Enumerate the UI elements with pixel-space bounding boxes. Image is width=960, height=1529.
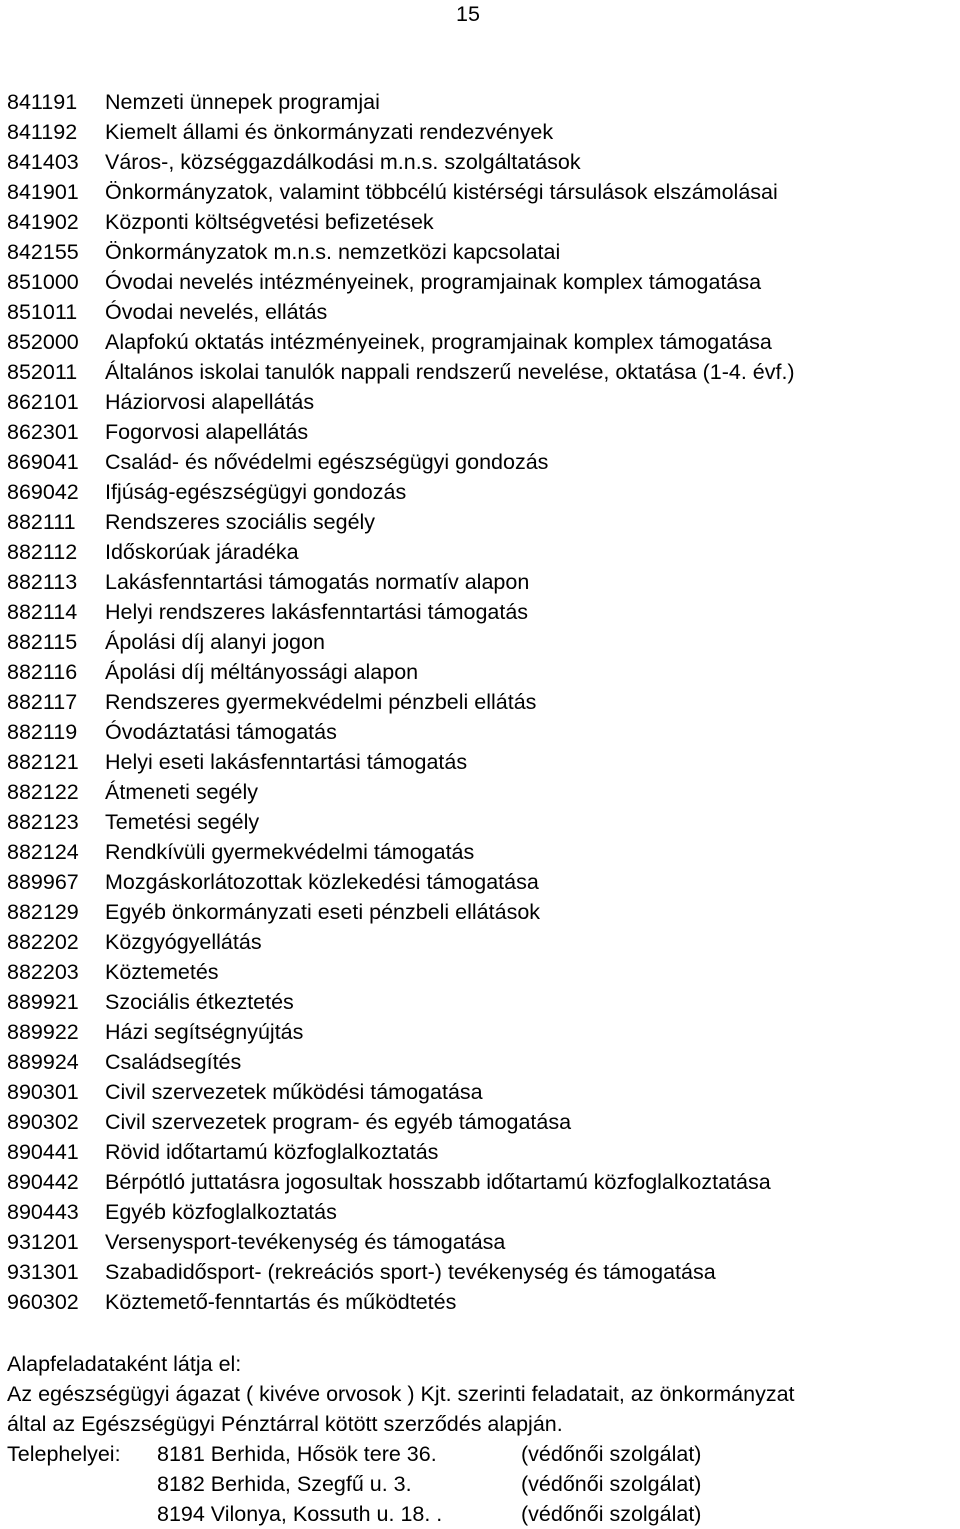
list-item: [7, 1077, 795, 1107]
list-item: [7, 507, 795, 537]
activity-code: 882119: [7, 720, 78, 744]
activity-code: 841902: [7, 210, 79, 234]
activity-description: Központi költségvetési befizetések: [105, 210, 434, 234]
activity-code: 890301: [7, 1080, 79, 1104]
list-item: [7, 1257, 795, 1287]
activity-description: Bérpótló juttatásra jogosultak hosszabb időtartamú közfoglalkoztatása: [105, 1170, 771, 1194]
footer-text-line-1: Az egészségügyi ágazat ( kivéve orvosok ) Kjt. szerinti feladatait, az önkormányzat: [7, 1382, 795, 1406]
footer-text-line-2: által az Egészségügyi Pénztárral kötött szerződés alapján.: [7, 1412, 563, 1436]
page-number: 15: [456, 2, 480, 26]
sites-label: Telephelyei:: [7, 1442, 121, 1466]
list-item: [7, 1047, 795, 1077]
activity-code: 882124: [7, 840, 79, 864]
activity-description: Fogorvosi alapellátás: [105, 420, 309, 444]
activity-code: 890302: [7, 1110, 79, 1134]
list-item: [7, 597, 795, 627]
activity-description: Köztemetés: [105, 960, 219, 984]
activity-code: 882114: [7, 600, 78, 624]
activity-code: 841403: [7, 150, 79, 174]
activity-code: 890441: [7, 1140, 79, 1164]
site-address: 8194 Vilonya, Kossuth u. 18. .: [157, 1502, 443, 1526]
list-item: [7, 1137, 795, 1167]
list-item: [7, 387, 795, 417]
activity-code: 889924: [7, 1050, 79, 1074]
site-row: [7, 1439, 957, 1469]
activity-description: Köztemető-fenntartás és működtetés: [105, 1290, 457, 1314]
activity-description: Háziorvosi alapellátás: [105, 390, 315, 414]
activity-code: 841191: [7, 90, 78, 114]
list-item: [7, 807, 795, 837]
site-note: (védőnői szolgálat): [521, 1472, 702, 1496]
activity-description: Ifjúság-egészségügyi gondozás: [105, 480, 407, 504]
list-item: [7, 567, 795, 597]
list-item: [7, 207, 795, 237]
activity-description: Város-, községgazdálkodási m.n.s. szolgáltatások: [105, 150, 581, 174]
activity-description: Önkormányzatok m.n.s. nemzetközi kapcsolatai: [105, 240, 561, 264]
activity-description: Civil szervezetek program- és egyéb támogatása: [105, 1110, 572, 1134]
activity-description: Szabadidősport- (rekreációs sport-) tevékenység és támogatása: [105, 1260, 716, 1284]
activity-code: 882112: [7, 540, 78, 564]
site-row: [7, 1499, 957, 1529]
activity-description: Általános iskolai tanulók nappali rendszerű nevelése, oktatása (1-4. évf.): [105, 360, 795, 384]
list-item: [7, 87, 795, 117]
activity-description: Házi segítségnyújtás: [105, 1020, 304, 1044]
activity-code: 862101: [7, 390, 79, 414]
footer-heading: Alapfeladataként látja el:: [7, 1352, 242, 1376]
activity-description: Rendkívüli gyermekvédelmi támogatás: [105, 840, 475, 864]
list-item: [7, 717, 795, 747]
activity-code: 841192: [7, 120, 78, 144]
activity-code: 852011: [7, 360, 78, 384]
list-item: [7, 357, 795, 387]
activity-code: 882115: [7, 630, 78, 654]
activity-code: 889922: [7, 1020, 79, 1044]
activity-description: Alapfokú oktatás intézményeinek, programjainak komplex támogatása: [105, 330, 772, 354]
activity-code: 841901: [7, 180, 79, 204]
activity-code: 889921: [7, 990, 79, 1014]
activity-code: 852000: [7, 330, 79, 354]
activity-code: 869041: [7, 450, 79, 474]
footer-section: [7, 1349, 957, 1529]
activity-description: Temetési segély: [105, 810, 260, 834]
list-item: [7, 1167, 795, 1197]
activity-code: 882203: [7, 960, 79, 984]
activity-description: Kiemelt állami és önkormányzati rendezvények: [105, 120, 554, 144]
activity-code: 882113: [7, 570, 78, 594]
activity-code: 960302: [7, 1290, 79, 1314]
activity-description: Óvodai nevelés intézményeinek, programjainak komplex támogatása: [105, 270, 762, 294]
activity-code: 869042: [7, 480, 79, 504]
activity-description: Ápolási díj méltányossági alapon: [105, 660, 419, 684]
activity-code: 882111: [7, 510, 76, 534]
list-item: [7, 267, 795, 297]
activity-description: Versenysport-tevékenység és támogatása: [105, 1230, 506, 1254]
list-item: [7, 537, 795, 567]
list-item: [7, 837, 795, 867]
activity-description: Helyi eseti lakásfenntartási támogatás: [105, 750, 468, 774]
list-item: [7, 417, 795, 447]
activity-description: Civil szervezetek működési támogatása: [105, 1080, 483, 1104]
activity-description: Család- és nővédelmi egészségügyi gondozás: [105, 450, 549, 474]
list-item: [7, 237, 795, 267]
activity-code: 882122: [7, 780, 79, 804]
site-note: (védőnői szolgálat): [521, 1442, 702, 1466]
list-item: [7, 327, 795, 357]
activity-description: Szociális étkeztetés: [105, 990, 294, 1014]
activity-code: 851000: [7, 270, 79, 294]
site-note: (védőnői szolgálat): [521, 1502, 702, 1526]
list-item: [7, 1107, 795, 1137]
list-item: [7, 927, 795, 957]
list-item: [7, 1017, 795, 1047]
activity-code: 862301: [7, 420, 79, 444]
activity-code: 882116: [7, 660, 78, 684]
activity-description: Időskorúak járadéka: [105, 540, 299, 564]
list-item: [7, 297, 795, 327]
activity-code: 851011: [7, 300, 78, 324]
activity-code: 882202: [7, 930, 79, 954]
activity-description: Óvodáztatási támogatás: [105, 720, 337, 744]
activity-description: Egyéb közfoglalkoztatás: [105, 1200, 337, 1224]
site-row: [7, 1469, 957, 1499]
activity-code: 890442: [7, 1170, 79, 1194]
activity-code: 842155: [7, 240, 79, 264]
list-item: [7, 147, 795, 177]
activity-description: Ápolási díj alanyi jogon: [105, 630, 325, 654]
activity-description: Egyéb önkormányzati eseti pénzbeli ellátások: [105, 900, 541, 924]
activity-code: 882117: [7, 690, 78, 714]
list-item: [7, 117, 795, 147]
activity-description: Lakásfenntartási támogatás normatív alapon: [105, 570, 530, 594]
activity-description: Rendszeres szociális segély: [105, 510, 376, 534]
list-item: [7, 687, 795, 717]
list-item: [7, 867, 795, 897]
activity-description: Önkormányzatok, valamint többcélú kistérségi társulások elszámolásai: [105, 180, 778, 204]
activity-description: Rövid időtartamú közfoglalkoztatás: [105, 1140, 439, 1164]
activity-code-list: [7, 87, 795, 1317]
activity-code: 882121: [7, 750, 79, 774]
activity-code: 882129: [7, 900, 79, 924]
list-item: [7, 957, 795, 987]
list-item: [7, 447, 795, 477]
list-item: [7, 477, 795, 507]
list-item: [7, 1287, 795, 1317]
list-item: [7, 1197, 795, 1227]
activity-description: Közgyógyellátás: [105, 930, 262, 954]
activity-code: 890443: [7, 1200, 79, 1224]
list-item: [7, 177, 795, 207]
activity-description: Mozgáskorlátozottak közlekedési támogatása: [105, 870, 539, 894]
activity-description: Családsegítés: [105, 1050, 242, 1074]
site-address: 8182 Berhida, Szegfű u. 3.: [157, 1472, 412, 1496]
list-item: [7, 747, 795, 777]
list-item: [7, 777, 795, 807]
activity-description: Helyi rendszeres lakásfenntartási támogatás: [105, 600, 529, 624]
activity-code: 931201: [7, 1230, 79, 1254]
list-item: [7, 657, 795, 687]
list-item: [7, 1227, 795, 1257]
activity-code: 882123: [7, 810, 79, 834]
list-item: [7, 897, 795, 927]
list-item: [7, 987, 795, 1017]
list-item: [7, 627, 795, 657]
activity-code: 931301: [7, 1260, 79, 1284]
activity-description: Rendszeres gyermekvédelmi pénzbeli ellátás: [105, 690, 537, 714]
activity-code: 889967: [7, 870, 79, 894]
site-address: 8181 Berhida, Hősök tere 36.: [157, 1442, 437, 1466]
activity-description: Nemzeti ünnepek programjai: [105, 90, 380, 114]
activity-description: Átmeneti segély: [105, 780, 258, 804]
activity-description: Óvodai nevelés, ellátás: [105, 300, 328, 324]
